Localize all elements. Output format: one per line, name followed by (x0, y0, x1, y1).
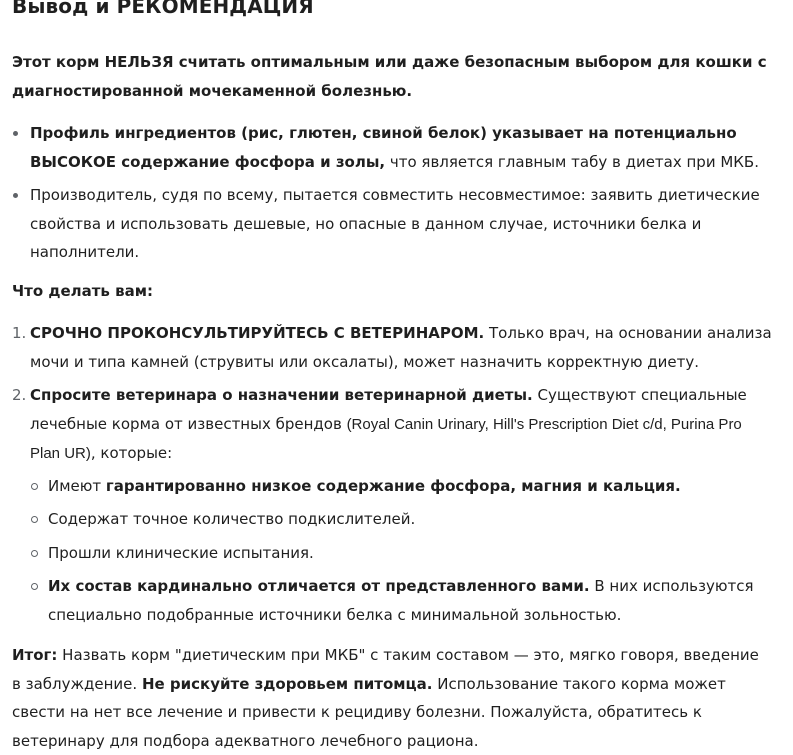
list-item (12, 119, 772, 176)
list-number: 2. (12, 386, 27, 404)
bullet-text: что является главным табу в диетах при МКБ. (385, 152, 759, 171)
bullet-text: Производитель, судя по всему, пытается совместить несовместимое: заявить диетические свойства и использовать дешевые, но опасные в данном случае, источники белка и наполнители. (30, 186, 760, 261)
bullet-list (12, 119, 772, 267)
bullet-bold-text: Профиль ингредиентов (рис, глютен, свиной белок) указывает на потенциально ВЫСОКОЕ содержание фосфора и золы, (30, 124, 737, 171)
step-bold-text: СРОЧНО ПРОКОНСУЛЬТИРУЙТЕСЬ С ВЕТЕРИНАРОМ. (30, 324, 485, 342)
subitem-text: Имеют (48, 476, 106, 495)
list-number: 1. (12, 324, 27, 342)
list-item (12, 319, 772, 376)
subitem-text: В них используются специально подобранные источники белка с минимальной зольностью. (48, 577, 754, 624)
list-item (30, 472, 772, 501)
list-item (30, 539, 772, 568)
subitem-bold-text: Их состав кардинально отличается от представленного вами. (48, 577, 590, 595)
summary-text: Использование такого корма может свести на нет все лечение и привести к рецидиву болезни. Пожалуйста, обратитесь к ветеринару для подбора адекватного лечебного рациона. (12, 674, 726, 750)
step-text: Существуют специальные лечебные корма от известных брендов (30, 386, 747, 433)
subitem-bold-text: гарантированно низкое содержание фосфора, магния и кальция. (105, 476, 681, 495)
list-item (12, 381, 772, 629)
list-item (30, 505, 772, 534)
subitem-text: Прошли клинические испытания. (48, 543, 314, 562)
nested-list (30, 472, 772, 630)
summary-label: Итог: (12, 646, 58, 664)
summary-paragraph (12, 641, 772, 755)
list-item (12, 181, 772, 267)
summary-text: Назвать корм "диетическим при МКБ" с таким составом — это, мягко говоря, введение в заблуждение. (12, 646, 759, 693)
section-heading: Вывод и РЕКОМЕНДАЦИЯ (12, 0, 314, 18)
intro-paragraph: Этот корм НЕЛЬЗЯ считать оптимальным или даже безопасным выбором для кошки с диагностированной мочекаменной болезнью. (12, 53, 767, 100)
step-text: , которые: (90, 444, 173, 462)
numbered-list (12, 319, 772, 629)
document-body (12, 0, 772, 755)
what-to-do-heading: Что делать вам: (12, 281, 154, 300)
step-bold-text: Спросите ветеринара о назначении ветеринарной диеты. (30, 386, 533, 404)
list-item (30, 572, 772, 629)
subitem-text: Содержат точное количество подкислителей. (48, 510, 416, 528)
summary-bold-text: Не рискуйте здоровьем питомца. (141, 674, 433, 693)
brand-list-text: (Royal Canin Urinary, Hill's Prescription Diet c/d, Purina Pro Plan UR) (30, 415, 742, 462)
step-text: Только врач, на основании анализа мочи и типа камней (струвиты или оксалаты), может назначить корректную диету. (30, 324, 772, 371)
